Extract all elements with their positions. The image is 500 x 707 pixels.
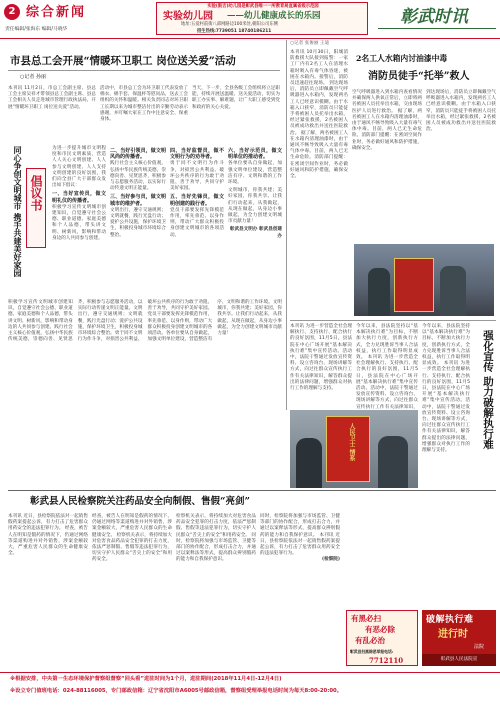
- flag-banner: [326, 416, 370, 482]
- anti-crime-hotline-label: 彰武县扫黑除恶举报电话:: [350, 649, 394, 654]
- article4-title: 彰武县人民检察院关注药品安全向制假、售假“亮剑”: [30, 496, 250, 507]
- initiative-item-head: 二、当好引领员，做文明风尚的传播者。: [110, 148, 166, 161]
- flag-banner-text: 人民卫士 情系: [348, 423, 355, 462]
- header-ad: [156, 2, 368, 35]
- photo-banner: [394, 258, 434, 312]
- header-ad-address: 地址:五爱村前街八部网路边100米处,朝阳公司东侧: [181, 22, 278, 27]
- article4-top-rule: [8, 490, 496, 491]
- initiative-item-text: 党员干部要发挥先锋模范作用，率先垂范、以身作则，带动广大群众积极投身创建文明城市的各项活动。: [170, 207, 224, 238]
- footer-notice-1: ※根据安排，中央第一生态环境保护督察组督察“回头看”进驻时间为1个月，进驻期间(2018年11月4日-12月4日): [10, 676, 282, 682]
- initiative-item-head: 一、当好宣传员，做文明礼仪的传播者。: [52, 191, 106, 204]
- header-divider: [0, 38, 500, 39]
- photo-person-right: [440, 266, 466, 316]
- anti-crime-line3: 有乱必治: [355, 636, 385, 645]
- header-ad-phone: 招生热线:7739051 18740186211: [197, 29, 272, 34]
- article1-lead-col1: 本刊讯 11月2日，市总工会副主席、县总工会主席吴祥才带领县总工会副主席、县总工会相关人员走进城市管理行政执法局，开展“情暖环卫职工 岗位送关爱”活动。: [8, 86, 96, 110]
- initiative-col3: [170, 146, 224, 296]
- article2-headline-top: 2名工人水箱内讨油漆中毒: [356, 54, 448, 63]
- initiative-label-text: 倡议书: [29, 175, 43, 211]
- anti-crime-line2: 有恶必除: [365, 625, 395, 634]
- photo-person-left: [368, 268, 390, 316]
- header-ad-slogan: ——幼儿健康成长的乐园: [227, 11, 321, 21]
- article2-photo: [354, 244, 494, 316]
- article1-body-continued: 积极学习宣传文明城市创建知识，自觉遵守社会公德、职业道德、家庭美德和个人品德，带头讲文明、树新风，影响和带动身边的人共同参与创建。践行社会主义核心价值观，弘扬中华民族传统美德，崇德向善、见贤思齐，积极参与志愿服务活动，以实际行动传递文明正能量。文明出行，遵守交通规则；文明就餐，践行光盘行动；爱护公共设施，保护环境卫生，积极投身城市环境综合整治。勇于同不文明行为作斗争，对损害公共利益、破坏公共秩序的行为敢于劝阻、善于劝导，共同守护美好家园。党员干部要发挥先锋模范作用，率先垂范、以身作则，带动广大群众积极投身创建文明城市的各项活动。各单位要从自身做起，加强文明单位建设，营造整洁有序、文明和谐的工作环境。文明城市，你我共建；美好家园，你我共享。让我们行动起来，从我做起，从现在做起，从身边小事做起，为全力创建文明城市贡献力量！: [8, 300, 282, 343]
- initiative-item-head: 三、当好参与员，做文明城市的维护者。: [110, 194, 166, 207]
- article2-right-col1: 空气呼吸器进入到水箱内查看情况并确保两人供氧正常后，立即将两名被困人员托举出水箱，交由现场医护人员进行救治。 据了解，两名被困工人在水箱内清理油漆时，由于通风不畅导致吸入大量有毒气体中毒。目前，两人已无生命危险。消防部门提醒：在密闭空间作业时，务必做好通风和防护措施，确保安全。: [352, 90, 422, 151]
- initiative-box: [8, 146, 48, 296]
- page-header: [0, 0, 500, 38]
- initiative-col1: 为进一步提升城市文明程度和市民文明素质，营造人人关心文明创建、人人参与文明创建、人人支持文明创建的良好氛围，我们向全县广大干部群众发出如下倡议： 一、当好宣传员，做文明礼仪的传播者。 积极学习宣传文明城市创建知识，自觉遵守社会公德、职业道德、家庭美德和个人品德，带头讲文明、树新风，影响和带动身边的人共同参与创建。: [52, 146, 106, 241]
- execution-ad-caption: 法院: [474, 644, 485, 650]
- article3-top-rule: [290, 320, 496, 321]
- initiative-item-text: 践行社会主义核心价值观，弘扬中华民族传统美德，崇德向善、见贤思齐，积极参与志愿服务活动，以实际行动传递文明正能量。: [110, 161, 166, 192]
- article3-vertical-title: 强化宣传 助力破解执行难: [482, 330, 494, 450]
- article1-title: 市县总工会开展“情暖环卫职工 岗位送关爱”活动: [10, 55, 236, 67]
- header-ad-unit: 实验幼儿园: [163, 11, 213, 22]
- execution-ad-footer-text: 彰武县人民法院宣: [440, 657, 478, 662]
- article2-right-col2: 到达现场后，消防员立即佩戴空气呼吸器进入水箱内，发现两名工人已经意识模糊。由于水箱入口狭窄，消防员只能徒手将被困人员托举出水箱，经过紧张救援，2名被困人员被成功救出并送往医院救治。: [426, 90, 496, 133]
- article3-col3: 今年以来，县法院坚持以“基本解决执行难”为目标，不断加大执行力度，创新执行方式，全力兑现胜诉当事人合法权益，执行工作取得明显成效。 本刊讯 为进一步营造全社会理解执行、支持执行、配合执行的良好氛围，11月5日，县法院在中心广场开展“基本解决执行难”集中宣传活动。活动中，法院干警通过发放宣传资料、设立咨询台、现场讲解等方式，向过往群众宣传执行工作有关法律知识，解答群众提出的法律问题，增强群众对执行工作的理解与支持。: [422, 324, 470, 454]
- header-ad-line1: 实验(鼓吉)幼儿园是彰武县唯一一所教育局直属省级示范园: [207, 4, 319, 9]
- masthead-rule: [378, 28, 496, 29]
- article4-signature: (检察院): [322, 557, 340, 563]
- editor-info: 责任编辑/张海东 编辑/马晓华: [5, 27, 68, 32]
- initiative-closing: 文明城市，你我共建；美好家园，你我共享。让我们行动起来，从我做起，从现在做起，从身边小事做起，为全力创建文明城市贡献力量！: [228, 188, 282, 225]
- initiative-item-text: 文明出行，遵守交通规则；文明就餐，践行光盘行动；爱护公共设施，保护环境卫生，积极投身城市环境综合整治。: [110, 207, 166, 238]
- initiative-col2: [110, 146, 166, 296]
- execution-ad: [422, 610, 496, 666]
- masthead: 彰武时讯: [400, 7, 468, 27]
- main-column-divider: [286, 40, 287, 410]
- article1-lead-col2: 活动中，市县总工会为环卫职工代表发放了棉衣、棉手套、保温杯等慰问品，送去工会组织的关怀和温暖。相关负责同志对环卫职工长期以来为城市整洁付出的辛勤劳动表示感谢，并叮嘱大家在工作中注意安全、保重身体。: [100, 86, 188, 123]
- initiative-col4: [228, 146, 282, 296]
- initiative-label: [26, 168, 46, 248]
- article1-title-underline: [8, 70, 280, 71]
- section-name: 综合新闻: [26, 5, 87, 20]
- initiative-item-text: 勇于同不文明行为作斗争，对损害公共利益、破坏公共秩序的行为敢于劝阻、善于劝导，共同守护美好家园。: [170, 161, 224, 192]
- execution-ad-footer: [422, 654, 496, 666]
- article2-title: 消防员徒手“托举”救人: [368, 71, 470, 82]
- article2-rule-text: ○记者 张俊丽 王迪: [290, 41, 330, 46]
- footer-rule: [0, 672, 500, 673]
- initiative-item-text: 各单位要从自身做起，加强文明单位建设，营造整洁有序、文明和谐的工作环境。: [228, 161, 282, 186]
- article3-photo: [290, 410, 418, 488]
- article4-col3: 检察机关表示，将持续加大对危害食品药品安全犯罪的打击力度，依法严惩制假、售假等违法犯罪行为，切实守护人民群众“舌尖上的安全”和用药安全。 同时，检察院将加强与市场监管、卫健等部门的协作配合，形成打击合力，并通过以案释法等形式，提高群众辨别假药的能力和自我保护意识。: [176, 514, 256, 563]
- article4-col4: 同时，检察院将加强与市场监管、卫健等部门的协作配合，形成打击合力，并通过以案释法等形式，提高群众辨别假药的能力和自我保护意识。 本刊讯 近日，县检察院依法对一起销售假药案提起公诉，有力打击了危害群众用药安全的违法犯罪行为。 (检察院): [260, 514, 340, 563]
- execution-ad-line1: 破解执行难: [426, 615, 474, 625]
- initiative-signature: 彰武县文明办 彰武县创建办: [229, 227, 282, 239]
- article2-left-col: 本刊讯 10月30日，阳城消防救援大队接到报警：一家工厂内有2名工人在清理水箱时吸入有毒气体昏迷，被困在水箱内。接警后，消防员迅速赶往现场。 到达现场后，消防员立即佩戴空气呼吸器进入水箱内，发现两名工人已经意识模糊。由于水箱入口狭窄，消防员只能徒手将被困人员托举出水箱，经过紧张救援，2名被困人员被成功救出并送往医院救治。 据了解，两名被困工人在水箱内清理油漆时，由于通风不畅导致吸入大量有毒气体中毒。目前，两人已无生命危险。消防部门提醒：在密闭空间作业时，务必做好通风和防护措施，确保安全。: [290, 50, 348, 180]
- initiative-item-head: 六、当好示范员，做文明单位的推动者。: [228, 148, 282, 161]
- anti-crime-line1: 有黑必扫: [351, 614, 381, 623]
- article1-reporter: ○记者 孙丽: [20, 74, 46, 80]
- anti-crime-ad: [346, 610, 418, 666]
- execution-ad-line2: 进行时: [438, 629, 468, 640]
- photo-figure-right: [378, 436, 408, 488]
- footer-notice-2: ※设立专门值班电话：024-88116005，专门邮政信箱：辽宁省沈阳市A6005号邮政信箱，督察组受理举报电话时间为每天8:00-20:00。: [10, 688, 343, 694]
- anti-crime-phone: 7712110: [369, 656, 404, 665]
- article4-col1: 本刊讯 近日，县检察院依法对一起销售假药案提起公诉，有力打击了危害群众用药安全的违法犯罪行为。 经查，被告人在明知是假药的情况下，仍通过网络等渠道购进并对外销售，涉案金额较大，严重危害人民群众的生命健康安全。: [8, 514, 88, 557]
- initiative-item-head: 五、当好先锋员，做文明创建的践行者。: [170, 194, 224, 207]
- initiative-item-text: 积极学习宣传文明城市创建知识，自觉遵守社会公德、职业道德、家庭美德和个人品德，带头讲文明、树新风，影响和带动身边的人共同参与创建。: [52, 204, 106, 241]
- photo-figure-left: [296, 438, 322, 488]
- article4-col2: 经查，被告人在明知是假药的情况下，仍通过网络等渠道购进并对外销售，涉案金额较大，严重危害人民群众的生命健康安全。 检察机关表示，将持续加大对危害食品药品安全犯罪的打击力度，依法严惩制假、售假等违法犯罪行为，切实守护人民群众“舌尖上的安全”和用药安全。: [92, 514, 172, 563]
- page-number-badge: 2: [4, 4, 20, 20]
- article3-col1: 本刊讯 为进一步营造全社会理解执行、支持执行、配合执行的良好氛围，11月5日，县法院在中心广场开展“基本解决执行难”集中宣传活动。活动中，法院干警通过发放宣传资料、设立咨询台、现场讲解等方式，向过往群众宣传执行工作有关法律知识，解答群众提出的法律问题，增强群众对执行工作的理解与支持。: [290, 324, 352, 392]
- article3-col2: 今年以来，县法院坚持以“基本解决执行难”为目标，不断加大执行力度，创新执行方式，全力兑现胜诉当事人合法权益，执行工作取得明显成效。 本刊讯 为进一步营造全社会理解执行、支持执行、配合执行的良好氛围，11月5日，县法院在中心广场开展“基本解决执行难”集中宣传活动。活动中，法院干警通过发放宣传资料、设立咨询台、现场讲解等方式，向过往群众宣传执行工作有关法律知识，: [356, 324, 418, 410]
- initiative-item-head: 四、当好监督员，做不文明行为的劝导者。: [170, 148, 224, 161]
- article1-lead-col3: 当天，下一步，全县各级工会组织将立足职能，持续开展送温暖、送关爱活动，切实为职工办实事、解难题，让广大职工感受到党和政府的关心关爱。: [192, 86, 280, 110]
- initiative-vertical-title: 同心争创文明城市 携手共建美好家园: [13, 146, 23, 277]
